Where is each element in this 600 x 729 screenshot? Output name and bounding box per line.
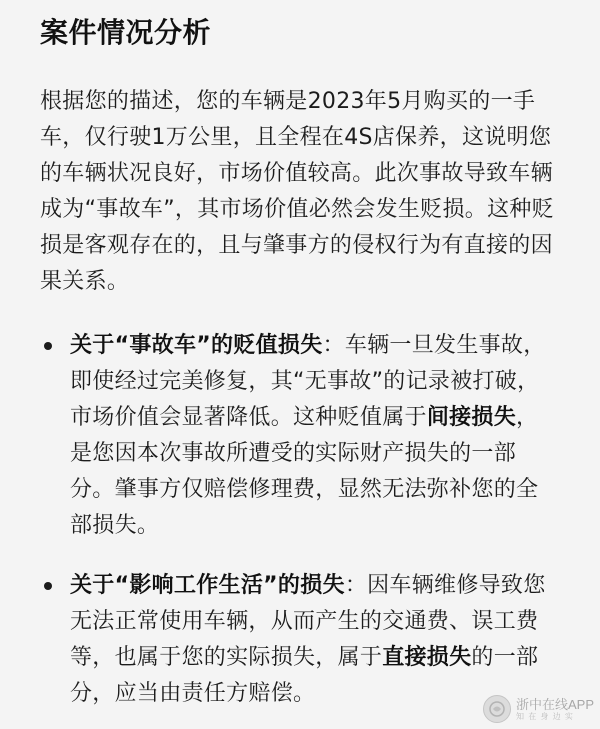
list-item-work-life-impact [40,568,560,712]
list-item-depreciation [40,328,560,544]
bullet-heading: 关于“事故车”的贬值损失 [70,333,323,358]
bullet-dot-icon [44,582,52,590]
zhezhong-logo-icon [483,695,511,723]
app-watermark [483,695,594,723]
bullet-emphasis: 直接损失 [382,645,472,670]
bullet-text: ：车辆一旦发生事故，即使经过完美修复，其“无事故”的记录被打破，市场价值会显著降低。这种贬值属于 [70,333,546,430]
bullet-text: 的一部分，应当由责任方赔偿。 [70,645,539,706]
intro-paragraph: 根据您的描述，您的车辆是2023年5月购买的一手车，仅行驶1万公里，且全程在4S店保养，这说明您的车辆状况良好，市场价值较高。此次事故导致车辆成为“事故车”，其市场价值必然会发生贬损。这种贬损是客观存在的，且与肇事方的侵权行为有直接的因果关系。 [40,89,554,294]
bullet-text: ：因车辆维修导致您无法正常使用车辆，从而产生的交通费、误工费等，也属于您的实际损失，属于 [70,573,546,670]
bullet-heading: 关于“影响工作生活”的损失 [70,573,345,598]
section-title: 案件情况分析 [40,16,212,49]
bullet-emphasis: 间接损失 [426,405,517,430]
bullet-text: ，是您因本次事故所遭受的实际财产损失的一部分。肇事方仅赔偿修理费，显然无法弥补您的全部损失。 [70,405,539,538]
bullet-dot-icon [44,342,52,350]
watermark-text: 浙中在线APP [515,696,594,712]
watermark-subtext: 知 在 身 边 实 [515,711,574,721]
analysis-list [40,328,560,712]
